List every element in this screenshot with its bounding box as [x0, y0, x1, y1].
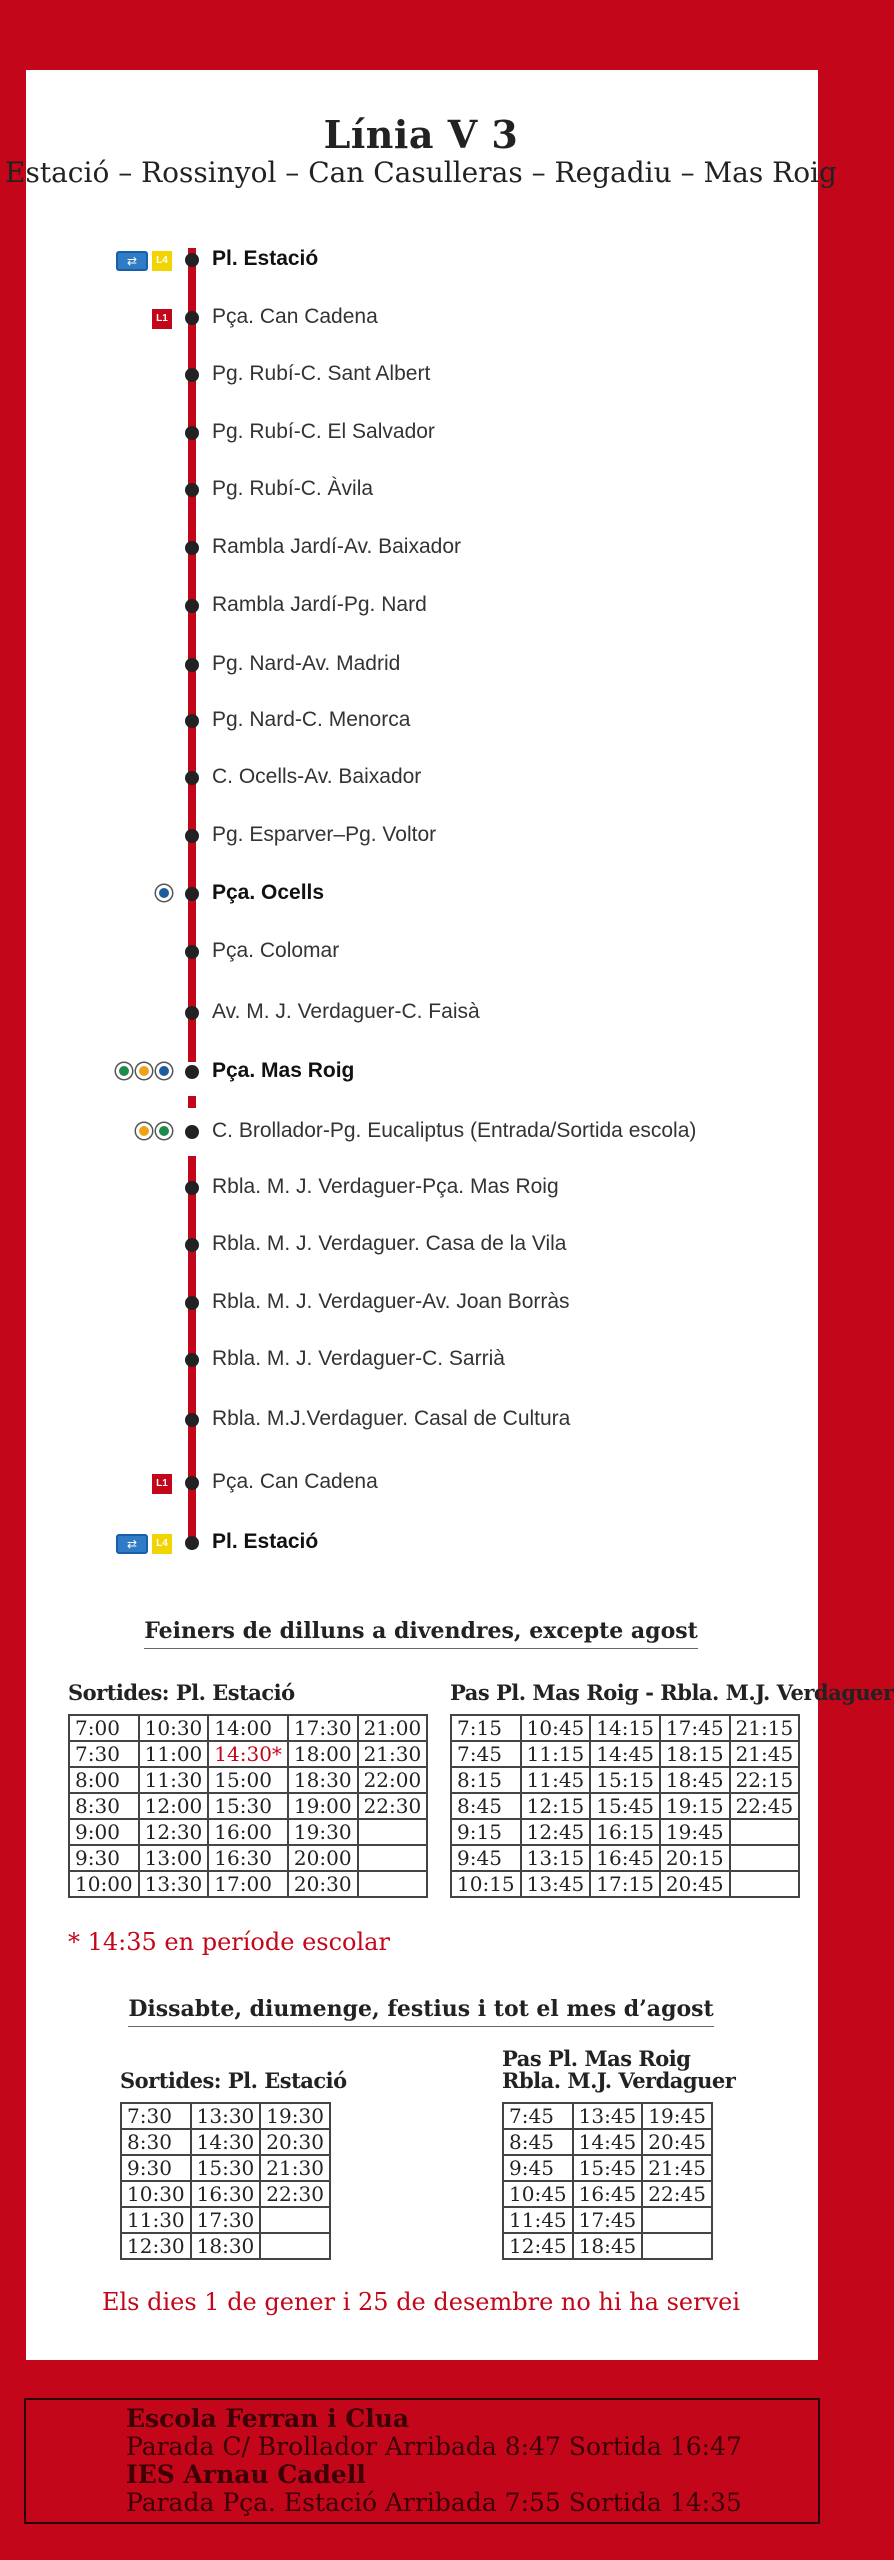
rodalies-icon: ⇄ [116, 1534, 148, 1554]
stop-marker [185, 1065, 199, 1079]
stop-name: Pl. Estació [212, 1530, 319, 1553]
time-cell: 22:00 [358, 1767, 428, 1793]
time-cell: 15:00 [208, 1767, 288, 1793]
stop-marker [185, 1238, 199, 1252]
route-stop [0, 650, 842, 680]
time-cell: 14:45 [573, 2129, 643, 2155]
blue-line-icon [156, 885, 172, 901]
time-cell [358, 1845, 428, 1871]
stop-name: Pça. Mas Roig [212, 1059, 355, 1082]
time-cell: 21:30 [358, 1741, 428, 1767]
green-line-icon [156, 1123, 172, 1139]
weekday-pass-heading: Pas Pl. Mas Roig - Rbla. M.J. Verdaguer [450, 1680, 894, 1705]
time-cell: 11:45 [521, 1767, 591, 1793]
connection-icons [136, 1123, 172, 1139]
time-cell [730, 1819, 800, 1845]
time-cell: 9:00 [69, 1819, 139, 1845]
time-cell: 16:30 [191, 2181, 261, 2207]
connection-icons [116, 1534, 172, 1554]
stop-marker [185, 483, 199, 497]
stop-marker [185, 541, 199, 555]
time-cell: 16:00 [208, 1819, 288, 1845]
page-title: Línia V 3 [323, 112, 519, 157]
stop-name: Rbla. M. J. Verdaguer. Casa de la Vila [212, 1232, 567, 1255]
route-stop [0, 245, 842, 275]
weekday-pass-table [450, 1714, 800, 1898]
route-stop [0, 475, 842, 505]
stop-marker [185, 887, 199, 901]
route-stop [0, 1288, 842, 1318]
time-cell: 13:15 [521, 1845, 591, 1871]
route-stop [0, 763, 842, 793]
route-stop [0, 821, 842, 851]
time-cell: 18:30 [191, 2233, 261, 2259]
stop-name: Pg. Rubí-C. El Salvador [212, 420, 435, 443]
green-line-icon [116, 1063, 132, 1079]
time-cell: 19:30 [260, 2103, 330, 2129]
stop-name: Av. M. J. Verdaguer-C. Faisà [212, 1000, 480, 1023]
time-cell: 7:30 [121, 2103, 191, 2129]
time-cell: 10:15 [451, 1871, 521, 1897]
time-cell: 20:45 [660, 1871, 730, 1897]
school-1-info: Parada C/ Brollador Arribada 8:47 Sortida 16:47 [126, 2432, 742, 2461]
table-row [503, 2233, 712, 2259]
time-cell [260, 2207, 330, 2233]
stop-name: Pça. Can Cadena [212, 1470, 378, 1493]
stop-name: C. Brollador-Pg. Eucaliptus (Entrada/Sortida escola) [212, 1119, 697, 1142]
time-cell: 13:45 [521, 1871, 591, 1897]
time-cell [730, 1871, 800, 1897]
school-2-info: Parada Pça. Estació Arribada 7:55 Sortida 14:35 [126, 2488, 742, 2517]
table-row [503, 2207, 712, 2233]
stop-marker [185, 829, 199, 843]
time-cell [358, 1819, 428, 1845]
stop-name: Rbla. M.J.Verdaguer. Casal de Cultura [212, 1407, 571, 1430]
time-cell: 15:15 [590, 1767, 660, 1793]
time-cell: 19:45 [660, 1819, 730, 1845]
time-cell: 19:00 [288, 1793, 358, 1819]
route-stop [0, 1345, 842, 1375]
time-cell [260, 2233, 330, 2259]
l1-metro-icon: L1 [152, 309, 172, 329]
table-row [503, 2129, 712, 2155]
stop-name: Pg. Rubí-C. Àvila [212, 477, 374, 500]
school-2-name: IES Arnau Cadell [126, 2460, 366, 2489]
time-cell: 10:30 [139, 1715, 209, 1741]
route-line-segment [188, 1096, 196, 1108]
time-cell: 20:00 [288, 1845, 358, 1871]
connection-icons [152, 1474, 172, 1494]
time-cell: 13:30 [191, 2103, 261, 2129]
weekend-section-title: Dissabte, diumenge, festius i tot el mes d’agost [0, 1996, 842, 2022]
route-stop [0, 1117, 842, 1147]
stop-name: Pg. Esparver–Pg. Voltor [212, 823, 437, 846]
time-cell [642, 2207, 712, 2233]
time-cell: 18:15 [660, 1741, 730, 1767]
stop-name: Pça. Can Cadena [212, 305, 378, 328]
table-row [451, 1819, 799, 1845]
table-row [503, 2155, 712, 2181]
table-row [121, 2103, 330, 2129]
stop-name: Pça. Ocells [212, 881, 325, 904]
time-cell: 11:30 [139, 1767, 209, 1793]
time-cell: 7:00 [69, 1715, 139, 1741]
time-cell: 8:00 [69, 1767, 139, 1793]
time-cell: 8:45 [503, 2129, 573, 2155]
stop-name: Pça. Colomar [212, 939, 340, 962]
time-cell: 17:15 [590, 1871, 660, 1897]
time-cell: 9:45 [451, 1845, 521, 1871]
table-row [121, 2155, 330, 2181]
time-cell: 15:45 [573, 2155, 643, 2181]
route-stop [0, 1173, 842, 1203]
table-row [451, 1871, 799, 1897]
time-cell: 17:00 [208, 1871, 288, 1897]
time-cell: 8:15 [451, 1767, 521, 1793]
time-cell: 16:45 [590, 1845, 660, 1871]
time-cell: 19:30 [288, 1819, 358, 1845]
time-cell: 15:30 [208, 1793, 288, 1819]
stop-marker [185, 1353, 199, 1367]
table-row [69, 1767, 427, 1793]
table-row [69, 1793, 427, 1819]
time-cell: 21:45 [730, 1741, 800, 1767]
time-cell: 12:30 [121, 2233, 191, 2259]
school-period-note: * 14:35 en període escolar [68, 1928, 390, 1956]
time-cell: 9:30 [69, 1845, 139, 1871]
stop-marker [185, 1181, 199, 1195]
time-cell: 21:15 [730, 1715, 800, 1741]
weekday-departures-table [68, 1714, 428, 1898]
time-cell: 22:30 [260, 2181, 330, 2207]
table-row [451, 1715, 799, 1741]
time-cell: 18:45 [660, 1767, 730, 1793]
time-cell: 12:15 [521, 1793, 591, 1819]
stop-name: Pl. Estació [212, 247, 319, 270]
route-stop [0, 1528, 842, 1558]
l4-metro-icon: L4 [152, 251, 172, 271]
route-stop [0, 591, 842, 621]
table-row [121, 2181, 330, 2207]
time-cell: 16:15 [590, 1819, 660, 1845]
time-cell: 14:00 [208, 1715, 288, 1741]
route-stop [0, 706, 842, 736]
stop-marker [185, 714, 199, 728]
time-cell: 11:15 [521, 1741, 591, 1767]
stop-marker [185, 1413, 199, 1427]
weekday-section-title: Feiners de dilluns a divendres, excepte agost [0, 1618, 842, 1644]
time-cell: 15:45 [590, 1793, 660, 1819]
time-cell: 8:45 [451, 1793, 521, 1819]
time-cell: 20:30 [288, 1871, 358, 1897]
stop-marker [185, 599, 199, 613]
time-cell: 14:15 [590, 1715, 660, 1741]
route-stop [0, 303, 842, 333]
table-row [451, 1845, 799, 1871]
route-stop [0, 360, 842, 390]
time-cell: 12:00 [139, 1793, 209, 1819]
time-cell [642, 2233, 712, 2259]
time-cell: 11:30 [121, 2207, 191, 2233]
orange-line-icon [136, 1123, 152, 1139]
time-cell: 21:30 [260, 2155, 330, 2181]
table-row [503, 2181, 712, 2207]
stop-name: Pg. Rubí-C. Sant Albert [212, 362, 431, 385]
time-cell: 16:45 [573, 2181, 643, 2207]
weekend-pass-heading-2: Rbla. M.J. Verdaguer [502, 2068, 736, 2093]
stop-marker [185, 1125, 199, 1139]
time-cell [730, 1845, 800, 1871]
table-row [69, 1871, 427, 1897]
table-row [69, 1819, 427, 1845]
time-cell: 14:30 [191, 2129, 261, 2155]
table-row [121, 2207, 330, 2233]
time-cell [358, 1871, 428, 1897]
route-stop [0, 1468, 842, 1498]
time-cell: 13:30 [139, 1871, 209, 1897]
stop-name: Rambla Jardí-Av. Baixador [212, 535, 461, 558]
stop-marker [185, 1476, 199, 1490]
weekend-departures-heading: Sortides: Pl. Estació [120, 2068, 347, 2093]
stop-marker [185, 1296, 199, 1310]
time-cell: 19:45 [642, 2103, 712, 2129]
table-row [69, 1715, 427, 1741]
route-stop [0, 879, 842, 909]
time-cell: 22:45 [642, 2181, 712, 2207]
stop-marker [185, 1006, 199, 1020]
l4-metro-icon: L4 [152, 1534, 172, 1554]
time-cell: 10:45 [521, 1715, 591, 1741]
stop-marker [185, 368, 199, 382]
table-row [121, 2233, 330, 2259]
table-row [451, 1767, 799, 1793]
time-cell: 12:45 [521, 1819, 591, 1845]
stop-name: Rambla Jardí-Pg. Nard [212, 593, 427, 616]
time-cell: 12:45 [503, 2233, 573, 2259]
stop-marker [185, 945, 199, 959]
time-cell: 13:00 [139, 1845, 209, 1871]
time-cell: 16:30 [208, 1845, 288, 1871]
route-stop [0, 1405, 842, 1435]
route-stop [0, 937, 842, 967]
weekend-departures-table [120, 2102, 331, 2260]
route-stop [0, 1230, 842, 1260]
time-cell: 7:45 [451, 1741, 521, 1767]
time-cell: 22:15 [730, 1767, 800, 1793]
stop-marker [185, 658, 199, 672]
stop-name: Rbla. M. J. Verdaguer-Av. Joan Borràs [212, 1290, 570, 1313]
school-1-name: Escola Ferran i Clua [126, 2404, 410, 2433]
time-cell: 11:00 [139, 1741, 209, 1767]
blue-line-icon [156, 1063, 172, 1079]
connection-icons [116, 1063, 172, 1079]
stop-marker [185, 253, 199, 267]
time-cell: 9:30 [121, 2155, 191, 2181]
table-row [503, 2103, 712, 2129]
time-cell: 20:15 [660, 1845, 730, 1871]
time-cell: 21:45 [642, 2155, 712, 2181]
route-stop [0, 998, 842, 1028]
time-cell: 18:30 [288, 1767, 358, 1793]
time-cell: 22:45 [730, 1793, 800, 1819]
time-cell: 9:45 [503, 2155, 573, 2181]
connection-icons [152, 309, 172, 329]
time-cell: 19:15 [660, 1793, 730, 1819]
time-cell: 7:30 [69, 1741, 139, 1767]
time-cell: 18:45 [573, 2233, 643, 2259]
stop-name: C. Ocells-Av. Baixador [212, 765, 422, 788]
time-cell: 12:30 [139, 1819, 209, 1845]
table-row [451, 1741, 799, 1767]
route-stop [0, 418, 842, 448]
time-cell: 8:30 [121, 2129, 191, 2155]
time-cell: 7:15 [451, 1715, 521, 1741]
time-cell: 17:45 [660, 1715, 730, 1741]
weekend-pass-heading-1: Pas Pl. Mas Roig [502, 2046, 691, 2071]
stop-marker [185, 771, 199, 785]
stop-marker [185, 311, 199, 325]
time-cell: 9:15 [451, 1819, 521, 1845]
weekend-pass-table [502, 2102, 713, 2260]
time-cell: 15:30 [191, 2155, 261, 2181]
stop-marker [185, 1536, 199, 1550]
rodalies-icon: ⇄ [116, 251, 148, 271]
route-stop [0, 1057, 842, 1087]
stop-name: Pg. Nard-Av. Madrid [212, 652, 401, 675]
time-cell: 11:45 [503, 2207, 573, 2233]
table-row [451, 1793, 799, 1819]
time-cell: 14:30* [208, 1741, 288, 1767]
table-row [69, 1845, 427, 1871]
route-stop [0, 533, 842, 563]
time-cell: 17:45 [573, 2207, 643, 2233]
stop-name: Rbla. M. J. Verdaguer-Pça. Mas Roig [212, 1175, 559, 1198]
time-cell: 17:30 [288, 1715, 358, 1741]
time-cell: 7:45 [503, 2103, 573, 2129]
time-cell: 17:30 [191, 2207, 261, 2233]
stop-name: Pg. Nard-C. Menorca [212, 708, 411, 731]
connection-icons [116, 251, 172, 271]
stop-marker [185, 426, 199, 440]
time-cell: 10:45 [503, 2181, 573, 2207]
orange-line-icon [136, 1063, 152, 1079]
time-cell: 14:45 [590, 1741, 660, 1767]
time-cell: 10:00 [69, 1871, 139, 1897]
no-service-note: Els dies 1 de gener i 25 de desembre no hi ha servei [101, 2288, 741, 2316]
time-cell: 18:00 [288, 1741, 358, 1767]
route-subtitle: Estació – Rossinyol – Can Casulleras – Regadiu – Mas Roig [5, 156, 837, 189]
time-cell: 20:30 [260, 2129, 330, 2155]
connection-icons [156, 885, 172, 901]
weekday-departures-heading: Sortides: Pl. Estació [68, 1680, 295, 1705]
l1-metro-icon: L1 [152, 1474, 172, 1494]
time-cell: 13:45 [573, 2103, 643, 2129]
table-row [121, 2129, 330, 2155]
time-cell: 20:45 [642, 2129, 712, 2155]
table-row [69, 1741, 427, 1767]
school-info-box [24, 2398, 820, 2524]
time-cell: 22:30 [358, 1793, 428, 1819]
stop-name: Rbla. M. J. Verdaguer-C. Sarrià [212, 1347, 505, 1370]
time-cell: 10:30 [121, 2181, 191, 2207]
time-cell: 8:30 [69, 1793, 139, 1819]
time-cell: 21:00 [358, 1715, 428, 1741]
